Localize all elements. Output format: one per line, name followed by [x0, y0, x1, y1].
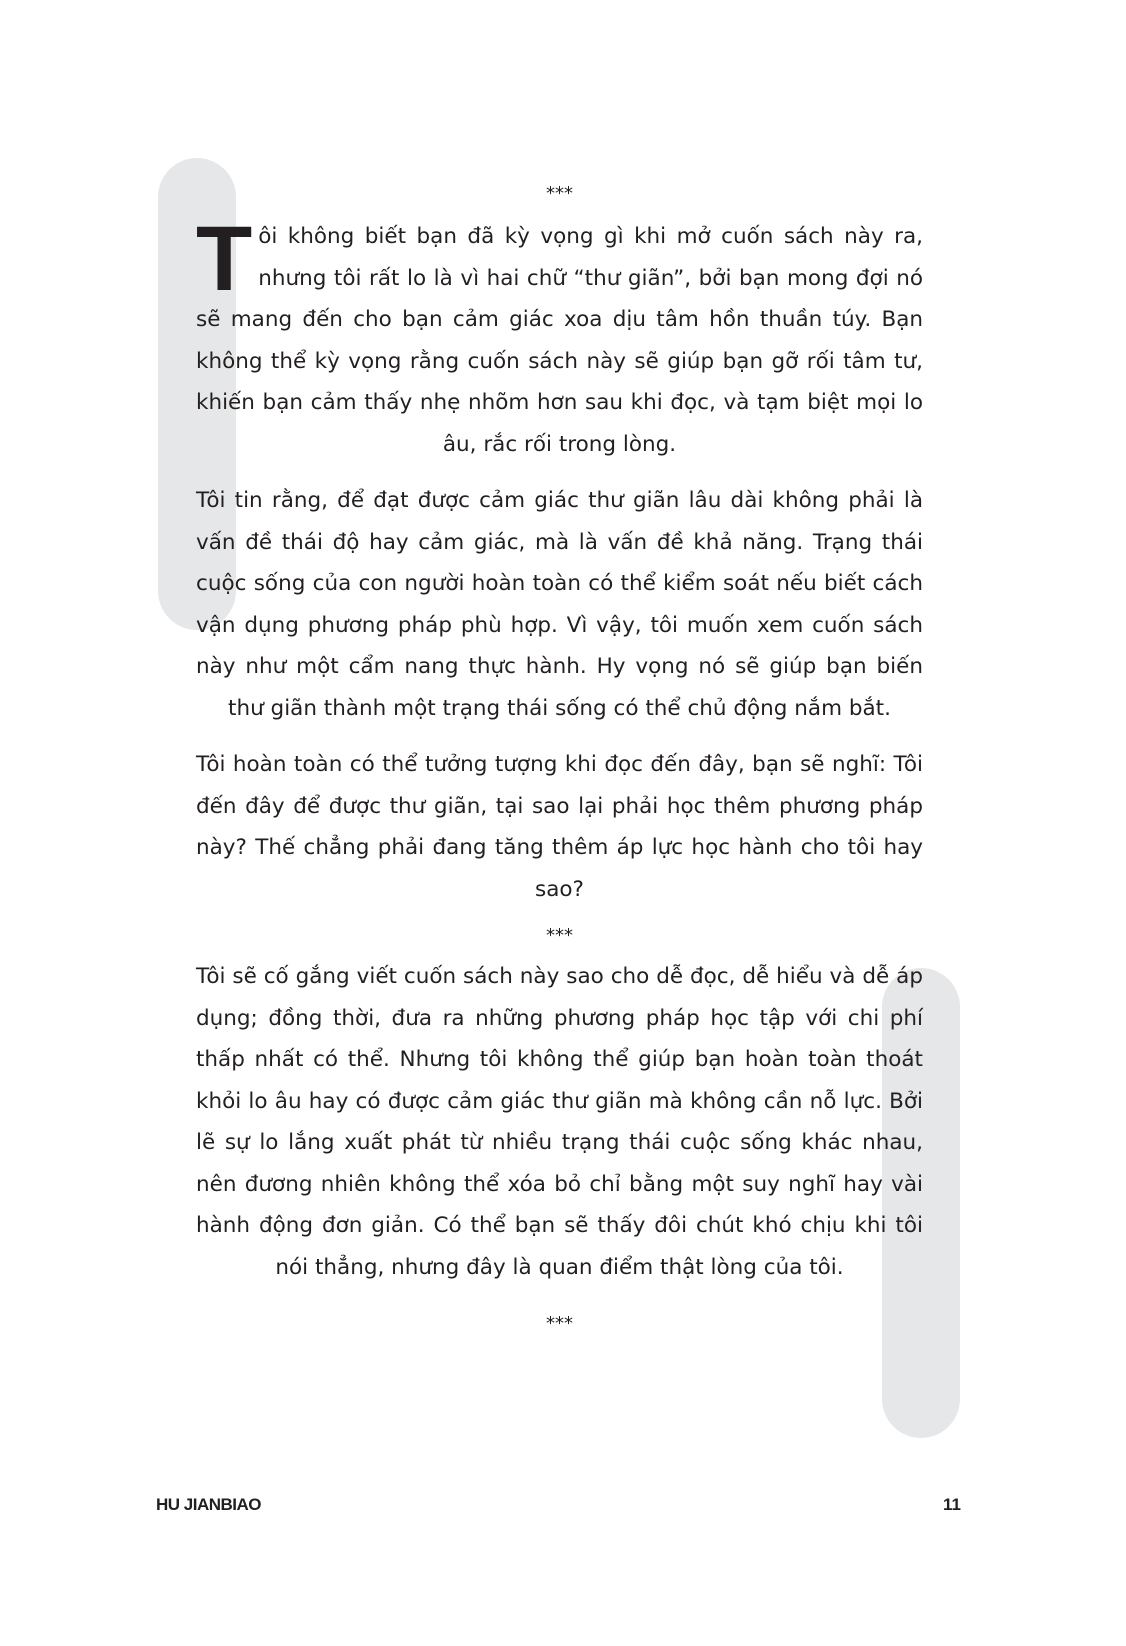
paragraph-2: Tôi tin rằng, để đạt được cảm giác thư giãn lâu dài không phải là vấn đề thái độ hay cảm giác, mà là vấn đề khả năng. Trạng thái cuộc sống của con người hoàn toàn có thể kiểm soát nếu biết cách vận dụng phương pháp phù hợp. Vì vậy, tôi muốn xem cuốn sách này như một cẩm nang thực hành. Hy vọng nó sẽ giúp bạn biến thư giãn thành một trạng thái sống có thể chủ động nắm bắt.	[196, 488, 923, 721]
paragraph-4: Tôi sẽ cố gắng viết cuốn sách này sao cho dễ đọc, dễ hiểu và dễ áp dụng; đồng thời, đưa ra những phương pháp học tập với chi phí thấp nhất có thể. Nhưng tôi không thể giúp bạn hoàn toàn thoát khỏi lo âu hay có được cảm giác thư giãn mà không cần nỗ lực. Bởi lẽ sự lo lắng xuất phát từ nhiều trạng thái cuộc sống khác nhau, nên đương nhiên không thể xóa bỏ chỉ bằng một suy nghĩ hay vài hành động đơn giản. Có thể bạn sẽ thấy đôi chút khó chịu khi tôi nói thẳng, nhưng đây là quan điểm thật lòng của tôi.	[196, 964, 923, 1280]
body-text	[196, 180, 923, 1338]
paragraph-text: ôi không biết bạn đã kỳ vọng gì khi mở cuốn sách này ra, nhưng tôi rất lo là vì hai chữ “thư giãn”, bởi bạn mong đợi nó sẽ mang đến cho bạn cảm giác xoa dịu tâm hồn thuần túy. Bạn không thể kỳ vọng rằng cuốn sách này sẽ giúp bạn gỡ rối tâm tư, khiến bạn cảm thấy nhẹ nhõm hơn sau khi đọc, và tạm biệt mọi lo âu, rắc rối trong lòng.	[196, 224, 923, 457]
page-number: 11	[943, 1495, 961, 1514]
section-separator: ***	[546, 1313, 573, 1334]
paragraph-1	[196, 208, 923, 465]
running-footer-author: HU JIANBIAO	[156, 1495, 262, 1514]
section-separator: ***	[546, 183, 573, 204]
section-separator: ***	[546, 925, 573, 946]
drop-cap: T	[196, 208, 253, 310]
paragraph-3: Tôi hoàn toàn có thể tưởng tượng khi đọc đến đây, bạn sẽ nghĩ: Tôi đến đây để được thư giãn, tại sao lại phải học thêm phương pháp này? Thế chẳng phải đang tăng thêm áp lực học hành cho tôi hay sao?	[196, 752, 923, 902]
